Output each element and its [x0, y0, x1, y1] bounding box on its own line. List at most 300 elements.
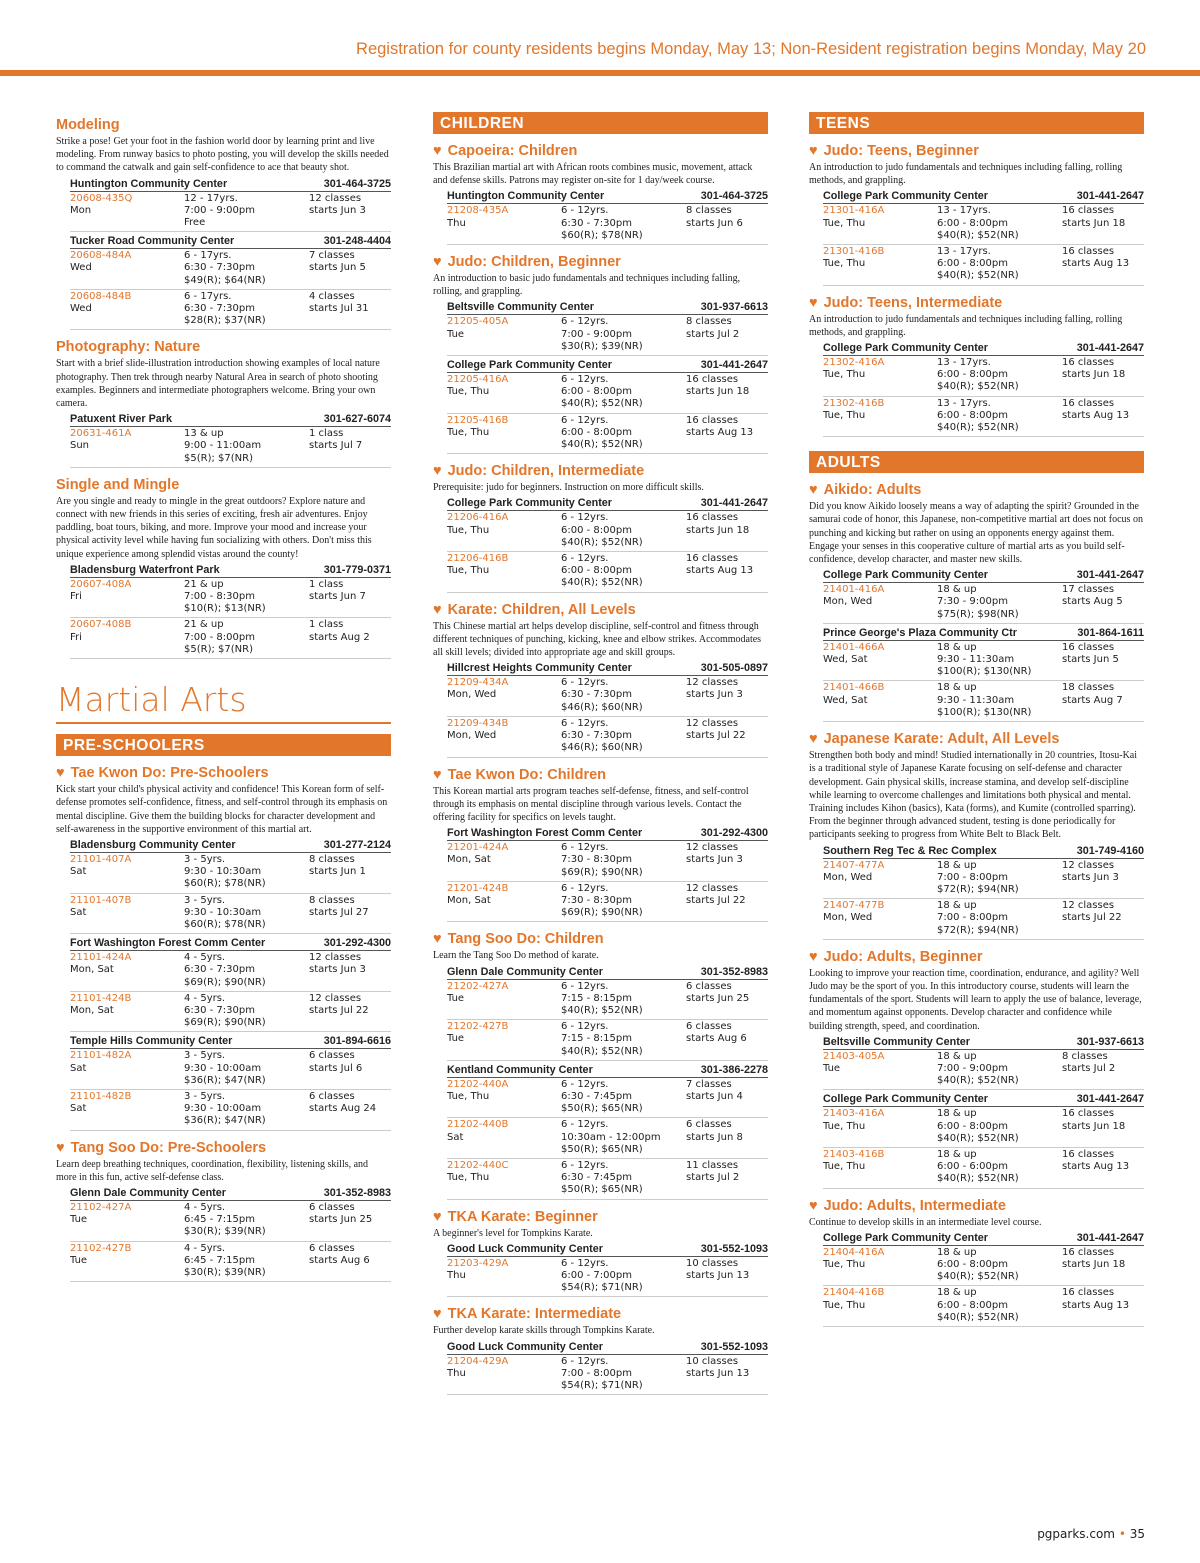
age-range: 18 & up — [937, 1287, 977, 1299]
fee: $36(R); $47(NR) — [184, 1074, 266, 1086]
fee: $50(R); $65(NR) — [561, 1184, 643, 1196]
class-title-text: Tang Soo Do: Children — [447, 931, 604, 948]
start-date: starts Aug 5 — [1062, 596, 1123, 608]
class-count: 16 classes — [1062, 641, 1115, 653]
activity-code[interactable]: 20608-435Q — [70, 192, 133, 204]
offering-age-time-fee — [184, 428, 309, 465]
class-description: Are you single and ready to mingle in the great outdoors? Explore nature and connect with new friends in this series of exciting, fresh air adventures. Enjoy paddling, boat tours, biking, and more. Improve your mood and increase your physical activity level while having fun socializing with others. Don't miss this unique experience among splendid vistas around the county! — [56, 495, 372, 560]
facility-header — [823, 341, 1144, 356]
age-range: 4 - 5yrs. — [184, 1242, 226, 1254]
start-date: starts Jun 18 — [1062, 217, 1126, 229]
age-range: 6 - 12yrs. — [561, 980, 609, 992]
meeting-time: 6:00 - 8:00pm — [937, 1120, 1008, 1132]
facility-header — [823, 1092, 1144, 1107]
offering-schedule — [1062, 1108, 1144, 1145]
heart-icon: ♥ — [433, 1306, 442, 1323]
offering-schedule — [686, 1356, 768, 1393]
offering-age-time-fee — [184, 291, 309, 328]
offerings — [70, 177, 391, 331]
facility-phone: 301-386-2278 — [700, 1063, 768, 1076]
class-count: 12 classes — [686, 677, 739, 689]
offering-code-days — [70, 428, 184, 465]
age-range: 18 & up — [937, 1148, 977, 1160]
facility-name: College Park Community Center — [823, 1093, 988, 1106]
start-date: starts Jul 6 — [309, 1062, 363, 1074]
facility-header — [447, 1340, 768, 1355]
classes-list — [809, 482, 1144, 1327]
offering-code-days — [823, 900, 937, 937]
facility-phone: 301-864-1611 — [1077, 626, 1144, 639]
class-title — [433, 143, 768, 160]
meeting-days: Wed — [70, 303, 92, 315]
offering-code-days — [447, 553, 561, 590]
class-count: 16 classes — [686, 374, 739, 386]
meeting-time: 6:30 - 7:30pm — [184, 964, 255, 976]
facility-name: Temple Hills Community Center — [70, 1035, 233, 1048]
offering-code-days — [70, 1202, 184, 1239]
class-count: 1 class — [309, 578, 344, 590]
class-title-text: Judo: Adults, Intermediate — [823, 1197, 1006, 1214]
activity-code[interactable]: 21202-427B — [447, 1021, 509, 1033]
class-count: 10 classes — [686, 1257, 739, 1269]
meeting-days: Tue, Thu — [823, 369, 866, 381]
meeting-days: Tue — [823, 1062, 841, 1074]
class-count: 6 classes — [309, 1201, 355, 1213]
age-range: 18 & up — [937, 1050, 977, 1062]
offering-code-days — [447, 1119, 561, 1156]
activity-code[interactable]: 20607-408A — [70, 578, 132, 590]
activity-code[interactable]: 21202-440A — [447, 1078, 509, 1090]
heart-icon: ♥ — [809, 482, 818, 499]
age-range: 6 - 17yrs. — [184, 290, 232, 302]
offering-code-days — [447, 1160, 561, 1197]
offering-age-time-fee — [937, 860, 1062, 897]
age-range: 18 & up — [937, 900, 977, 912]
offering-schedule — [309, 291, 391, 328]
facility-header — [70, 234, 391, 249]
offering-schedule — [1062, 860, 1144, 897]
class-count: 6 classes — [309, 1242, 355, 1254]
fee: $40(R); $52(NR) — [937, 1132, 1019, 1144]
activity-code[interactable]: 21203-429A — [447, 1257, 509, 1269]
offering-row — [70, 427, 391, 468]
offering-schedule — [309, 952, 391, 989]
fee: $40(R); $52(NR) — [561, 577, 643, 589]
offering-schedule — [1062, 398, 1144, 435]
class-count: 8 classes — [309, 894, 355, 906]
activity-code[interactable]: 21101-407B — [70, 894, 132, 906]
fee: $5(R); $7(NR) — [184, 452, 253, 464]
class-count: 12 classes — [686, 882, 739, 894]
activity-code[interactable]: 21205-405A — [447, 316, 509, 328]
offerings — [447, 1242, 768, 1298]
start-date: starts Jun 18 — [686, 524, 750, 536]
offering-code-days — [70, 952, 184, 989]
meeting-time: 9:30 - 10:00am — [184, 1062, 262, 1074]
meeting-time: 9:30 - 10:30am — [184, 906, 262, 918]
facility-phone: 301-552-1093 — [700, 1242, 768, 1255]
activity-code[interactable]: 21101-407A — [70, 853, 132, 865]
meeting-days: Thu — [447, 1367, 466, 1379]
heart-icon: ♥ — [809, 731, 818, 748]
offering-row — [447, 552, 768, 593]
start-date: starts Aug 24 — [309, 1103, 377, 1115]
facility-header — [823, 844, 1144, 859]
start-date: starts Jun 3 — [309, 964, 366, 976]
start-date: starts Jun 18 — [686, 386, 750, 398]
age-range: 6 - 12yrs. — [561, 842, 609, 854]
activity-code[interactable]: 21302-416B — [823, 397, 885, 409]
column-3 — [809, 108, 1144, 1327]
class-count: 16 classes — [1062, 1148, 1115, 1160]
offerings — [447, 189, 768, 245]
offering-schedule — [686, 1079, 768, 1116]
meeting-days: Sat — [447, 1131, 464, 1143]
activity-code[interactable]: 21401-466A — [823, 641, 885, 653]
offering-code-days — [70, 250, 184, 287]
class-count: 12 classes — [686, 842, 739, 854]
offering-row — [447, 1257, 768, 1298]
activity-code[interactable]: 21202-427A — [447, 980, 509, 992]
class-count: 6 classes — [309, 1090, 355, 1102]
offering-row — [823, 1050, 1144, 1091]
offering-age-time-fee — [937, 246, 1062, 283]
meeting-days: Sun — [70, 440, 90, 452]
offering-age-time-fee — [184, 250, 309, 287]
activity-code[interactable]: 21403-405A — [823, 1050, 885, 1062]
facility-name: Kentland Community Center — [447, 1063, 593, 1076]
start-date: starts Jun 3 — [309, 204, 366, 216]
offering-row — [447, 882, 768, 923]
class-title-text: Judo: Children, Intermediate — [447, 463, 645, 480]
activity-code[interactable]: 21205-416B — [447, 414, 509, 426]
class-description: Strengthen both body and mind! Studied internationally in 20 countries, Itosu-Kai is a traditional style of Japanese Karate focusing on self-defense and character development. Gain physical skills, increase stamina, and develop self-discipline while learning to overcome challenges and limitations both physical and mental. Training includes Kihon (basics), Kata (forms), and Kumite (controlled sparring). From the beginner through advanced student, testing is done periodically for participants seeking to progress from White Belt to Black Belt. — [809, 750, 1138, 841]
heart-icon: ♥ — [433, 143, 442, 159]
offering-schedule — [309, 993, 391, 1030]
facility-phone: 301-441-2647 — [1076, 342, 1144, 355]
offering-schedule — [1062, 1149, 1144, 1186]
facility-phone: 301-441-2647 — [1076, 1093, 1144, 1106]
meeting-time: 6:45 - 7:15pm — [184, 1254, 255, 1266]
offering-age-time-fee — [937, 205, 1062, 242]
class-title-text: Capoeira: Children — [447, 143, 578, 159]
activity-code[interactable]: 21101-482B — [70, 1090, 132, 1102]
activity-code[interactable]: 21403-416B — [823, 1148, 885, 1160]
fee: $36(R); $47(NR) — [184, 1115, 266, 1127]
facility-name: College Park Community Center — [823, 190, 988, 203]
activity-code[interactable]: 21206-416A — [447, 512, 509, 524]
activity-code[interactable]: 20631-461A — [70, 428, 132, 440]
heart-icon: ♥ — [433, 931, 442, 948]
meeting-days: Mon, Sat — [447, 894, 491, 906]
start-date: starts Jun 4 — [686, 1090, 743, 1102]
age-range: 6 - 12yrs. — [561, 414, 609, 426]
facility-header — [447, 300, 768, 315]
class-title-text: TKA Karate: Intermediate — [447, 1306, 622, 1323]
start-date: starts Jul 22 — [309, 1004, 369, 1016]
start-date: starts Aug 6 — [686, 1033, 747, 1045]
meeting-time: 6:00 - 8:00pm — [937, 258, 1008, 270]
offering-code-days — [823, 357, 937, 394]
start-date: starts Jun 13 — [686, 1269, 750, 1281]
facility-header — [823, 626, 1144, 641]
fee: $40(R); $52(NR) — [937, 1311, 1019, 1323]
facility-header — [70, 177, 391, 192]
offering-schedule — [1062, 642, 1144, 679]
class-count: 16 classes — [1062, 357, 1115, 369]
activity-code[interactable]: 21204-429A — [447, 1355, 509, 1367]
offering-age-time-fee — [561, 718, 686, 755]
meeting-days: Tue, Thu — [823, 1299, 866, 1311]
class-count: 11 classes — [686, 1159, 739, 1171]
facility-header — [70, 936, 391, 951]
class-count: 18 classes — [1062, 682, 1115, 694]
meeting-time: 6:00 - 8:00pm — [561, 386, 632, 398]
offering-age-time-fee — [937, 1247, 1062, 1284]
heart-icon: ♥ — [809, 294, 818, 311]
offering-row — [823, 245, 1144, 286]
offering-code-days — [447, 316, 561, 353]
offering-age-time-fee — [937, 682, 1062, 719]
offering-age-time-fee — [561, 1119, 686, 1156]
offering-code-days — [447, 1079, 561, 1116]
activity-code[interactable]: 21403-416A — [823, 1108, 885, 1120]
class-description: Learn deep breathing techniques, coordination, flexibility, listening skills, and more in this fun, active self-defense class. — [56, 1158, 369, 1183]
fee: $100(R); $130(NR) — [937, 706, 1032, 718]
section-title-martial-arts: Martial Arts — [56, 680, 247, 720]
class-title-text: Aikido: Adults — [823, 482, 922, 499]
registration-notice: Registration for county residents begins Monday, May 13; Non-Resident registration begins Monday, May 20 — [356, 40, 1146, 58]
activity-code[interactable]: 21301-416A — [823, 205, 885, 217]
fee: $30(R); $39(NR) — [184, 1266, 266, 1278]
offering-row — [447, 414, 768, 455]
activity-code[interactable]: 21302-416A — [823, 357, 885, 369]
offering-schedule — [309, 428, 391, 465]
facility-name: Beltsville Community Center — [447, 301, 594, 314]
meeting-time: 9:30 - 10:30am — [184, 866, 262, 878]
fee: $54(R); $71(NR) — [561, 1282, 643, 1294]
activity-code[interactable]: 20607-408B — [70, 619, 132, 631]
activity-code[interactable]: 21202-440C — [447, 1159, 509, 1171]
activity-code[interactable]: 21101-424A — [70, 952, 132, 964]
meeting-days: Thu — [447, 217, 466, 229]
activity-code[interactable]: 21404-416B — [823, 1287, 885, 1299]
class-description: This Chinese martial art helps develop discipline, self-control and fitness through different techniques of punching, kicking, knee and elbow strikes. Accommodates all skill levels; divided into appropriate age and skill groups. — [433, 620, 762, 659]
activity-code[interactable]: 21407-477A — [823, 859, 885, 871]
class-title — [433, 1306, 768, 1323]
activity-code[interactable]: 21101-424B — [70, 992, 132, 1004]
activity-code[interactable]: 21102-427A — [70, 1201, 132, 1213]
activity-code[interactable]: 21102-427B — [70, 1242, 132, 1254]
class-title-text: Single and Mingle — [56, 476, 180, 493]
fee: $69(R); $90(NR) — [561, 907, 643, 919]
class-title-text: Judo: Teens, Intermediate — [823, 294, 1003, 311]
meeting-days: Tue, Thu — [447, 524, 490, 536]
column-1 — [56, 108, 391, 1282]
offering-code-days — [70, 619, 184, 656]
fee: $46(R); $60(NR) — [561, 701, 643, 713]
meeting-days: Mon, Sat — [447, 854, 491, 866]
facility-name: Southern Reg Tec & Rec Complex — [823, 844, 997, 857]
site-link[interactable]: pgparks.com — [1037, 1527, 1115, 1541]
offering-schedule — [1062, 357, 1144, 394]
age-range: 6 - 12yrs. — [561, 374, 609, 386]
offering-age-time-fee — [561, 1356, 686, 1393]
class-description: Continue to develop skills in an intermediate level course. — [809, 1216, 1042, 1228]
activity-code[interactable]: 21209-434B — [447, 717, 509, 729]
fee: $40(R); $52(NR) — [561, 398, 643, 410]
meeting-time: 7:00 - 9:00pm — [184, 204, 255, 216]
fee: $60(R); $78(NR) — [184, 918, 266, 930]
meeting-days: Tue, Thu — [823, 1258, 866, 1270]
age-range: 6 - 12yrs. — [561, 316, 609, 328]
classes-list — [56, 765, 391, 1282]
offering-schedule — [686, 1119, 768, 1156]
age-range: 6 - 12yrs. — [561, 677, 609, 689]
activity-code[interactable]: 21201-424B — [447, 882, 509, 894]
start-date: starts Jun 3 — [686, 854, 743, 866]
facility-name: Fort Washington Forest Comm Center — [447, 827, 643, 840]
activity-code[interactable]: 21401-466B — [823, 682, 885, 694]
offering-schedule — [686, 718, 768, 755]
meeting-days: Tue — [70, 1214, 88, 1226]
class-title-text: Tae Kwon Do: Pre-Schoolers — [70, 765, 269, 782]
offering-row — [447, 1355, 768, 1396]
class-description: Looking to improve your reaction time, coordination, endurance, and agility? Well Judo may be the sport of you. In this introductory course, students will learn the fundamentals of the sport. Students will learn to apply the use of balance, leverage, and momentum against opponents. Develop character and confidence while building strength, speed, and coordination. — [809, 967, 1142, 1032]
facility-header — [447, 661, 768, 676]
offering-age-time-fee — [561, 677, 686, 714]
activity-code[interactable]: 21208-435A — [447, 205, 509, 217]
offering-age-time-fee — [937, 642, 1062, 679]
activity-code[interactable]: 21201-424A — [447, 842, 509, 854]
offering-code-days — [447, 415, 561, 452]
facility-phone: 301-627-6074 — [323, 413, 391, 426]
class-count: 1 class — [309, 428, 344, 440]
class-title — [809, 143, 1144, 160]
meeting-time: 6:00 - 8:00pm — [561, 565, 632, 577]
activity-code[interactable]: 21407-477B — [823, 900, 885, 912]
activity-code[interactable]: 20608-484B — [70, 290, 132, 302]
offering-schedule — [309, 854, 391, 891]
meeting-time: 6:30 - 7:30pm — [561, 217, 632, 229]
class-count: 8 classes — [1062, 1050, 1108, 1062]
offering-code-days — [823, 1247, 937, 1284]
offering-code-days — [823, 398, 937, 435]
offering-age-time-fee — [561, 205, 686, 242]
activity-code[interactable]: 21202-440B — [447, 1119, 509, 1131]
class-title — [433, 602, 768, 619]
class-description: A beginner's level for Tompkins Karate. — [433, 1227, 593, 1239]
fee: $75(R); $98(NR) — [937, 608, 1019, 620]
meeting-days: Tue, Thu — [447, 386, 490, 398]
start-date: starts Jun 18 — [1062, 369, 1126, 381]
offerings — [823, 1231, 1144, 1327]
meeting-days: Mon, Sat — [70, 964, 114, 976]
meeting-time: 10:30am - 12:00pm — [561, 1131, 661, 1143]
offering-row — [823, 899, 1144, 940]
offering-schedule — [1062, 1287, 1144, 1324]
class-title-text: Karate: Children, All Levels — [447, 601, 636, 618]
activity-code[interactable]: 21404-416A — [823, 1246, 885, 1258]
activity-code[interactable]: 20608-484A — [70, 250, 132, 262]
activity-code[interactable]: 21301-416B — [823, 246, 885, 258]
offering-schedule — [686, 374, 768, 411]
age-range: 6 - 12yrs. — [561, 1119, 609, 1131]
class-title — [56, 117, 391, 134]
fee: $50(R); $65(NR) — [561, 1103, 643, 1115]
age-range: 6 - 12yrs. — [561, 1257, 609, 1269]
activity-code[interactable]: 21206-416B — [447, 553, 509, 565]
class-count: 16 classes — [686, 512, 739, 524]
activity-code[interactable]: 21205-416A — [447, 374, 509, 386]
offering-row — [70, 853, 391, 894]
facility-header — [70, 412, 391, 427]
class-count: 8 classes — [309, 853, 355, 865]
offering-row — [70, 578, 391, 619]
class-title — [809, 482, 1144, 499]
fee: $30(R); $39(NR) — [184, 1226, 266, 1238]
offering-schedule — [1062, 1051, 1144, 1088]
class-count: 6 classes — [686, 980, 732, 992]
class-description: An introduction to basic judo fundamentals and techniques including falling, rolling, and grappling. — [433, 273, 741, 298]
start-date: starts Jul 22 — [686, 730, 746, 742]
fee: $40(R); $52(NR) — [937, 1271, 1019, 1283]
start-date: starts Aug 13 — [1062, 1161, 1130, 1173]
offering-age-time-fee — [561, 981, 686, 1018]
meeting-time: 6:00 - 8:00pm — [937, 409, 1008, 421]
meeting-time: 6:30 - 7:30pm — [561, 730, 632, 742]
offering-schedule — [686, 1021, 768, 1058]
class-count: 16 classes — [1062, 1108, 1115, 1120]
offering-age-time-fee — [561, 1021, 686, 1058]
offering-schedule — [686, 316, 768, 353]
fee: $40(R); $52(NR) — [561, 1004, 643, 1016]
age-range: 3 - 5yrs. — [184, 1090, 226, 1102]
activity-code[interactable]: 21401-416A — [823, 584, 885, 596]
class-description: Kick start your child's physical activity and confidence! This Korean form of self-defense promotes self-confidence, fitness, and self-control through its emphasis on mental discipline. Give them the building blocks for character development and self-awareness in the supportive environment of this martial art. — [56, 784, 388, 835]
classes-list — [809, 143, 1144, 437]
meeting-days: Tue, Thu — [447, 1172, 490, 1184]
offering-age-time-fee — [561, 1160, 686, 1197]
class-description: Prerequisite: judo for beginners. Instruction on more difficult skills. — [433, 482, 704, 494]
class-count: 12 classes — [309, 192, 362, 204]
fee: $60(R); $78(NR) — [561, 229, 643, 241]
classes-list — [56, 117, 391, 659]
start-date: starts Jun 8 — [686, 1131, 743, 1143]
meeting-time: 6:45 - 7:15pm — [184, 1214, 255, 1226]
activity-code[interactable]: 21209-434A — [447, 677, 509, 689]
meeting-days: Mon, Wed — [447, 730, 497, 742]
class-count: 16 classes — [1062, 205, 1115, 217]
age-range: 21 & up — [184, 619, 224, 631]
heart-icon: ♥ — [433, 254, 442, 271]
offering-schedule — [309, 619, 391, 656]
offerings — [70, 838, 391, 1131]
offering-code-days — [70, 579, 184, 616]
facility-phone: 301-779-0371 — [323, 563, 391, 576]
class-title — [809, 295, 1144, 312]
heart-icon: ♥ — [809, 1197, 818, 1214]
age-range: 3 - 5yrs. — [184, 853, 226, 865]
age-range: 13 & up — [184, 428, 224, 440]
fee: $54(R); $71(NR) — [561, 1380, 643, 1391]
fee: $28(R); $37(NR) — [184, 315, 266, 327]
fee: $10(R); $13(NR) — [184, 603, 266, 615]
class-description: Strike a pose! Get your foot in the fashion world door by learning print and live modeling. From runway basics to photo posting, you will develop the skills needed to command the catwalk and gain self-confidence to ace that beauty shot. — [56, 136, 389, 174]
activity-code[interactable]: 21101-482A — [70, 1050, 132, 1062]
class-count: 16 classes — [1062, 397, 1115, 409]
start-date: starts Aug 13 — [686, 565, 754, 577]
